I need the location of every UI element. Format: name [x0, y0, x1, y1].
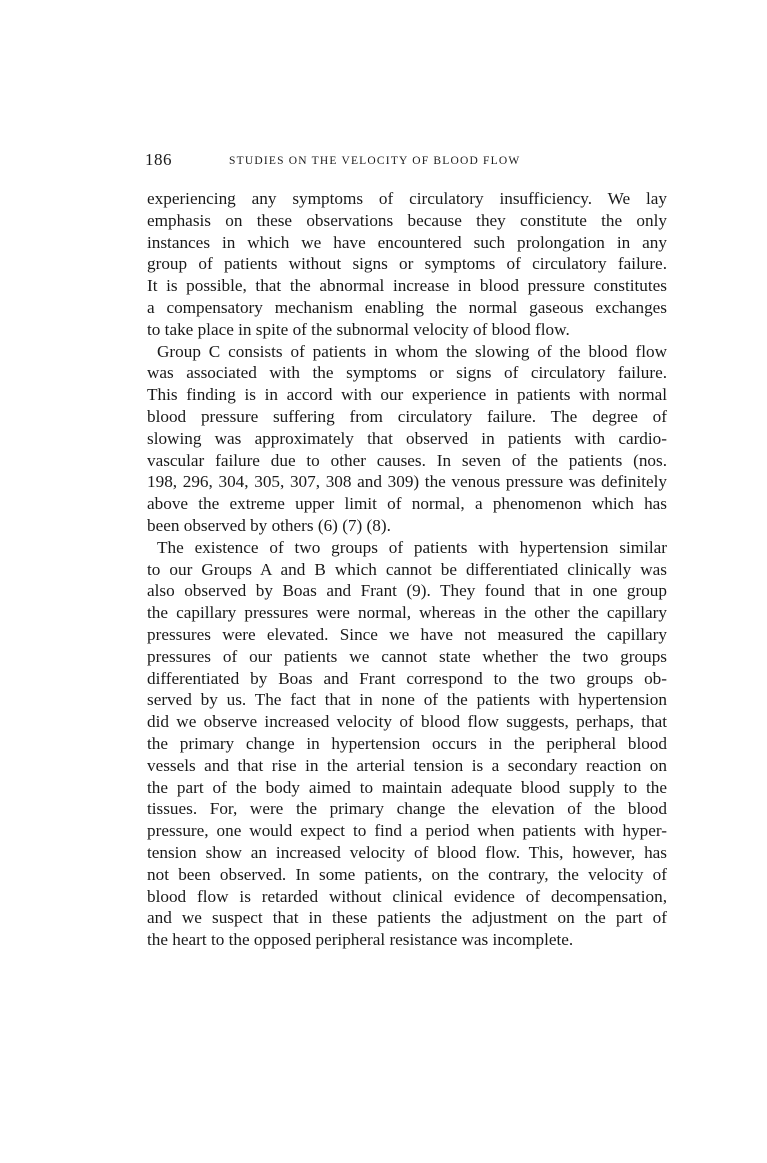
text-line: the capillary pressures were normal, whereas in the other the capillary — [147, 603, 667, 623]
text-line: to take place in spite of the subnormal velocity of blood flow. — [147, 319, 570, 339]
text-line: to our Groups A and B which cannot be differentiated clinically was — [147, 559, 667, 579]
text-line: the primary change in hypertension occurs in the peripheral blood — [147, 733, 667, 753]
text-line: experiencing any symptoms of circulatory insufficiency. We lay — [147, 189, 667, 208]
text-line: vascular failure due to other causes. In seven of the patients (nos. — [147, 450, 667, 470]
text-line: above the extreme upper limit of normal, a phenomenon which has — [147, 494, 667, 514]
text-line: group of patients without signs or symptoms of circulatory failure. — [147, 254, 667, 274]
text-line: differentiated by Boas and Frant correspond to the two groups ob- — [147, 668, 667, 688]
text-line: This finding is in accord with our experience in patients with normal — [147, 385, 667, 405]
text-line: a compensatory mechanism enabling the normal gaseous exchanges — [147, 297, 667, 317]
text-line: instances in which we have encountered such prolongation in any — [147, 232, 667, 252]
text-line: not been observed. In some patients, on the contrary, the velocity of — [147, 864, 667, 884]
text-line: the part of the body aimed to maintain adequate blood supply to the — [147, 777, 667, 797]
text-line: tension show an increased velocity of blood flow. This, however, has — [147, 842, 667, 862]
page-number: 186 — [145, 150, 172, 169]
text-line: been observed by others (6) (7) (8). — [147, 515, 391, 535]
text-line: pressures were elevated. Since we have not measured the capillary — [147, 624, 667, 644]
text-line: Group C consists of patients in whom the slowing of the blood flow — [157, 341, 667, 361]
text-line: blood flow is retarded without clinical evidence of decompensation, — [147, 886, 667, 906]
text-line: served by us. The fact that in none of the patients with hypertension — [147, 690, 667, 710]
text-line: blood pressure suffering from circulatory failure. The degree of — [147, 406, 667, 426]
text-line: vessels and that rise in the arterial tension is a secondary reaction on — [147, 755, 667, 775]
text-line: also observed by Boas and Frant (9). They found that in one group — [147, 581, 667, 601]
text-line: 198, 296, 304, 305, 307, 308 and 309) the venous pressure was definitely — [147, 472, 667, 492]
text-line: was associated with the symptoms or signs of circulatory failure. — [147, 363, 667, 383]
running-header — [145, 150, 669, 174]
text-line: the heart to the opposed peripheral resistance was incomplete. — [147, 930, 574, 950]
paragraph-3 — [147, 537, 667, 951]
text-line: The existence of two groups of patients with hypertension similar — [157, 537, 667, 557]
text-line: pressure, one would expect to find a period when patients with hyper- — [147, 821, 667, 841]
text-line: It is possible, that the abnormal increase in blood pressure constitutes — [147, 276, 667, 296]
text-line: slowing was approximately that observed in patients with cardio- — [147, 428, 667, 448]
running-title: STUDIES ON THE VELOCITY OF BLOOD FLOW — [229, 155, 521, 167]
paragraph-2 — [147, 341, 667, 537]
body-text — [147, 188, 667, 951]
text-line: did we observe increased velocity of blood flow suggests, perhaps, that — [147, 712, 667, 732]
text-line: pressures of our patients we cannot state whether the two groups — [147, 646, 667, 666]
text-line: and we suspect that in these patients the adjustment on the part of — [147, 908, 667, 928]
text-line: emphasis on these observations because they constitute the only — [147, 210, 667, 230]
text-line: tissues. For, were the primary change the elevation of the blood — [147, 799, 667, 819]
paragraph-1 — [147, 188, 667, 341]
